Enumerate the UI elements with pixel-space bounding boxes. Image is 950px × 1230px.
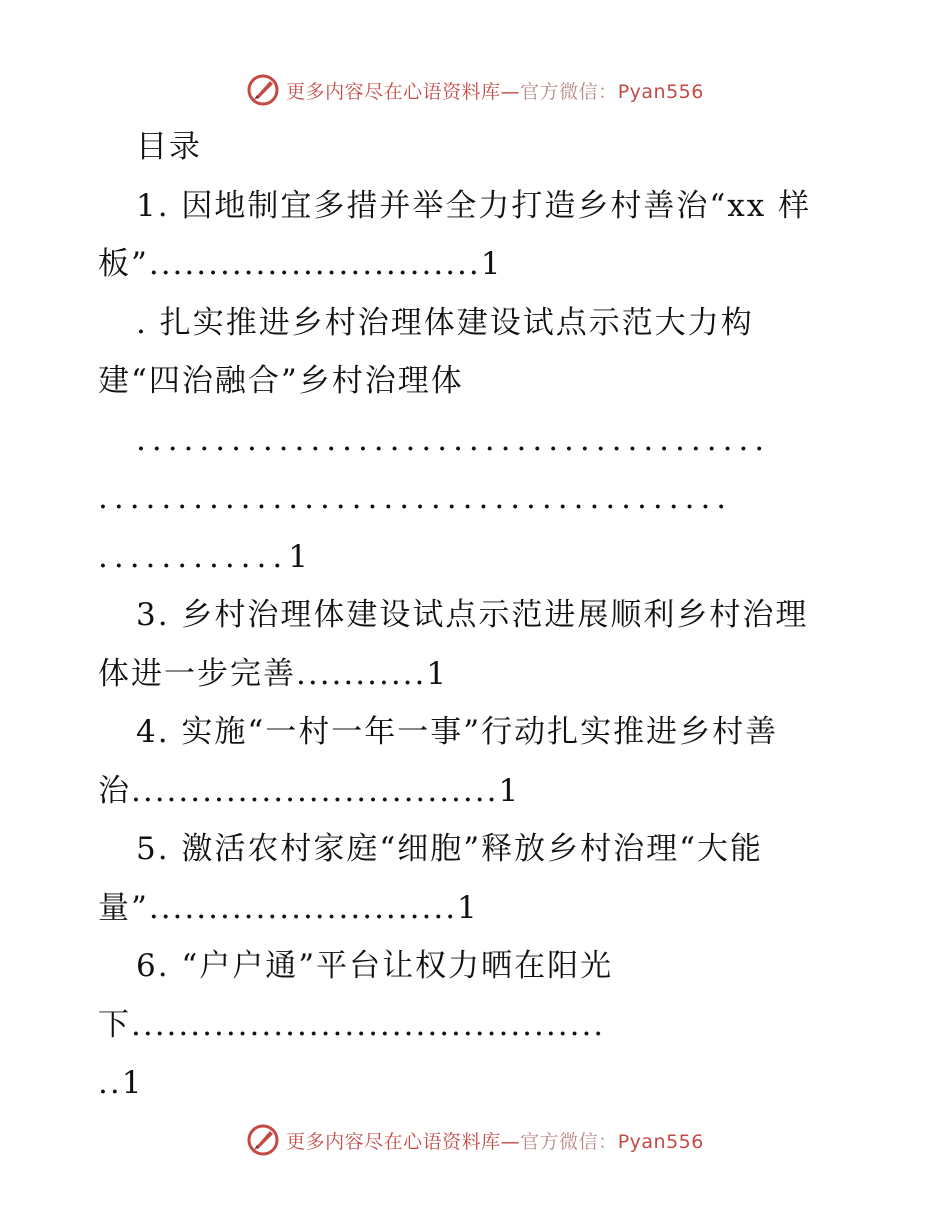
toc-line: ........................................ — [136, 421, 771, 458]
watermark-wechat-id: Pyan556 — [617, 80, 704, 103]
watermark-site: 更多内容尽在心语资料库— — [286, 80, 521, 103]
toc-line: 4. 实施“一村一年一事”行动扎实推进乡村善 — [136, 714, 779, 750]
toc-line: 体进一步完善...........1 — [98, 655, 449, 692]
table-of-contents — [98, 118, 858, 1113]
quill-circle-icon — [246, 1123, 280, 1157]
toc-line: 下........................................ — [98, 1006, 606, 1043]
toc-line: 3. 乡村治理体建设试点示范进展顺利乡村治理 — [136, 597, 809, 633]
toc-line: 建“四治融合”乡村治理体 — [98, 363, 464, 399]
watermark-wechat-label: 官方微信： — [520, 1130, 618, 1153]
toc-heading: 目录 — [136, 129, 202, 165]
toc-line: ..1 — [98, 1065, 144, 1101]
toc-line: 量”..........................1 — [98, 889, 479, 926]
quill-circle-icon — [246, 73, 280, 107]
watermark-text — [286, 1127, 704, 1154]
footer-watermark — [0, 1120, 950, 1160]
toc-line: 1. 因地制宜多措并举全力打造乡村善治“xx 样 — [136, 187, 812, 224]
toc-line: ........................................ — [98, 480, 733, 516]
watermark-text — [286, 77, 704, 104]
toc-line: 6. “户户通”平台让权力晒在阳光 — [136, 948, 614, 984]
toc-line: 治...............................1 — [98, 772, 521, 809]
watermark-wechat-label: 官方微信： — [520, 80, 618, 103]
toc-line: 板”............................1 — [98, 246, 503, 282]
toc-line: . 扎实推进乡村治理体建设试点示范大力构 — [136, 304, 754, 341]
toc-line: 5. 激活农村家庭“细胞”释放乡村治理“大能 — [136, 831, 763, 867]
header-watermark — [0, 70, 950, 110]
watermark-site: 更多内容尽在心语资料库— — [286, 1130, 521, 1153]
toc-line: ............1 — [98, 538, 314, 575]
watermark-wechat-id: Pyan556 — [617, 1130, 704, 1153]
